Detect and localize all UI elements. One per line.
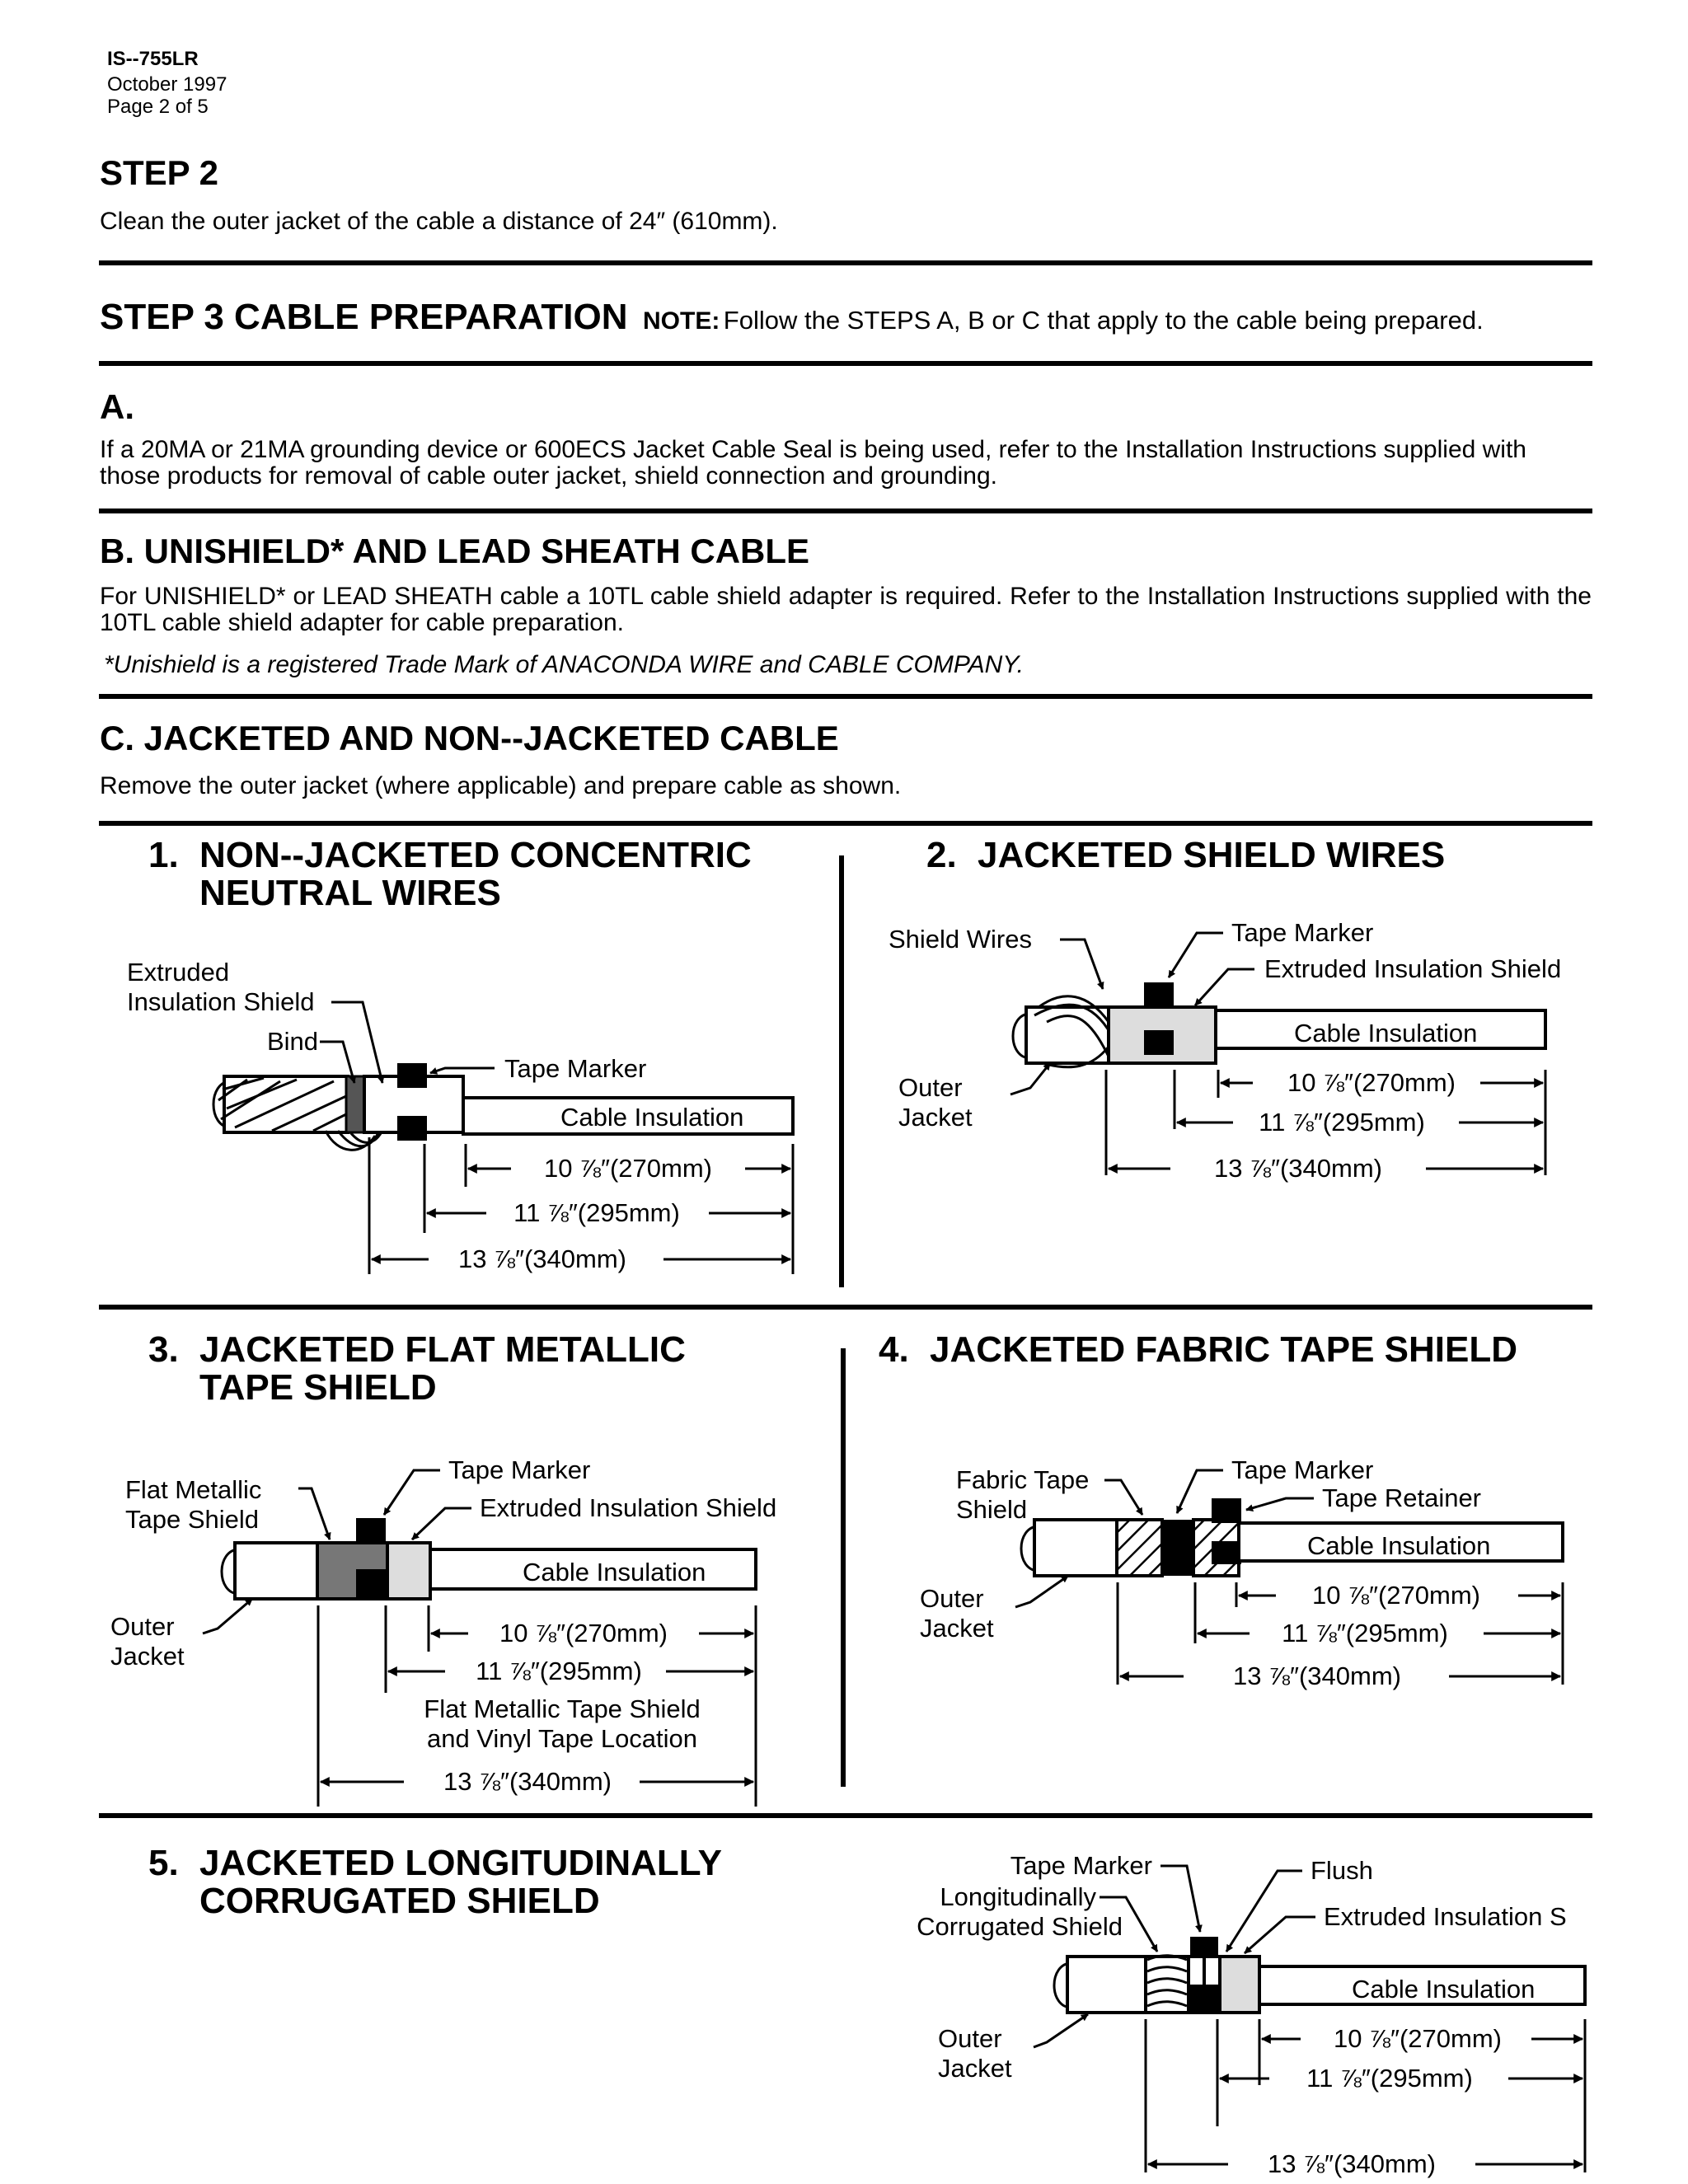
step3-note-text: Follow the STEPS A, B or C that apply to the cable being prepared. xyxy=(723,306,1484,335)
fig2-dim-3: 13 ⅞″(340mm) xyxy=(1214,1154,1382,1183)
fig3-label-outer-1: Outer xyxy=(110,1612,175,1641)
fig1-label-tape-marker: Tape Marker xyxy=(504,1054,647,1083)
fig4-dim-2: 11 ⅞″(295mm) xyxy=(1282,1619,1448,1647)
fig2-title: 2. JACKETED SHIELD WIRES xyxy=(926,835,1446,875)
fig3-label-location-1: Flat Metallic Tape Shield xyxy=(424,1694,701,1723)
fig2-label-extruded: Extruded Insulation Shield xyxy=(1264,954,1562,983)
fig4-dim-3: 13 ⅞″(340mm) xyxy=(1233,1661,1401,1690)
fig2-label-outer-2: Jacket xyxy=(898,1103,973,1132)
sectionB-footnote: *Unishield is a registered Trade Mark of ANACONDA WIRE and CABLE COMPANY. xyxy=(104,651,1024,678)
fig3-label-outer-2: Jacket xyxy=(110,1642,185,1671)
fig3-label-extruded: Extruded Insulation Shield xyxy=(480,1493,777,1522)
fig3-dim-2: 11 ⅞″(295mm) xyxy=(476,1657,642,1685)
fig1-dim-2: 11 ⅞″(295mm) xyxy=(513,1198,680,1227)
fig4-label-fabric-1: Fabric Tape xyxy=(956,1465,1090,1494)
fig3-label-cable-insulation: Cable Insulation xyxy=(523,1558,706,1586)
fig5-label-flush: Flush xyxy=(1311,1856,1373,1885)
fig4-title: 4. JACKETED FABRIC TAPE SHIELD xyxy=(879,1329,1518,1370)
fig3-label-flat-1: Flat Metallic xyxy=(125,1475,262,1504)
fig5-label-tape-marker: Tape Marker xyxy=(1010,1851,1152,1880)
fig5-dim-1: 10 ⅞″(270mm) xyxy=(1334,2024,1502,2053)
sectionB-title: B. UNISHIELD* AND LEAD SHEATH CABLE xyxy=(100,532,810,570)
step2-title: STEP 2 xyxy=(100,153,218,192)
fig3-label-flat-2: Tape Shield xyxy=(125,1505,260,1534)
fig4-label-outer-1: Outer xyxy=(920,1584,984,1613)
fig2-label-tape-marker: Tape Marker xyxy=(1231,918,1374,947)
fig1-label-extruded-2: Insulation Shield xyxy=(127,987,315,1016)
fig5-title: 5. JACKETED LONGITUDINALLY CORRUGATED SHIELD xyxy=(148,1843,722,1921)
fig3-title: 3. JACKETED FLAT METALLIC TAPE SHIELD xyxy=(148,1329,686,1408)
fig3-label-location-2: and Vinyl Tape Location xyxy=(426,1724,698,1753)
step2-text: Clean the outer jacket of the cable a distance of 24″ (610mm). xyxy=(100,208,778,235)
fig3-diagram xyxy=(110,1455,776,1807)
fig5-label-long-1: Longitudinally xyxy=(940,1882,1096,1911)
fig1-dim-3: 13 ⅞″(340mm) xyxy=(458,1244,626,1273)
sectionA-text: If a 20MA or 21MA grounding device or 600ECS Jacket Cable Seal is being used, refer to the Installation Instructions supplied with those products for removal of cable outer jacket, shield connection and grounding. xyxy=(100,436,1526,490)
fig5-label-cable-insulation: Cable Insulation xyxy=(1352,1975,1536,2004)
sectionC-text: Remove the outer jacket (where applicable) and prepare cable as shown. xyxy=(100,772,902,799)
fig5-dim-2: 11 ⅞″(295mm) xyxy=(1306,2064,1473,2093)
step3-title: STEP 3 CABLE PREPARATION xyxy=(100,297,628,337)
fig5-label-extruded: Extruded Insulation S xyxy=(1324,1902,1567,1931)
sectionA-title: A. xyxy=(100,387,134,426)
fig4-label-fabric-2: Shield xyxy=(956,1495,1028,1524)
fig2-diagram xyxy=(889,918,1561,1183)
fig2-label-outer-1: Outer xyxy=(898,1073,963,1102)
doc-id: IS--755LR xyxy=(107,48,199,70)
doc-date: October 1997 xyxy=(107,73,227,96)
fig5-label-outer-1: Outer xyxy=(938,2024,1002,2053)
fig3-dim-1: 10 ⅞″(270mm) xyxy=(499,1619,668,1647)
page-number: Page 2 of 5 xyxy=(107,96,209,118)
step3-note-label: NOTE: xyxy=(643,307,720,335)
fig5-dim-3: 13 ⅞″(340mm) xyxy=(1268,2149,1436,2178)
fig4-dim-1: 10 ⅞″(270mm) xyxy=(1312,1581,1480,1610)
fig2-label-shield-wires: Shield Wires xyxy=(889,925,1032,954)
fig1-label-bind: Bind xyxy=(266,1027,318,1056)
fig2-dim-2: 11 ⅞″(295mm) xyxy=(1259,1108,1425,1137)
fig2-label-cable-insulation: Cable Insulation xyxy=(1294,1019,1478,1047)
sectionB-text: For UNISHIELD* or LEAD SHEATH cable a 10TL cable shield adapter is required. Refer to the Installation Instructions supplied with the 10TL cable shield adapter for cable preparation. xyxy=(100,583,1592,636)
fig5-label-long-2: Corrugated Shield xyxy=(917,1912,1123,1941)
fig1-label-extruded-1: Extruded xyxy=(127,958,230,987)
fig1-label-cable-insulation: Cable Insulation xyxy=(560,1103,744,1132)
sectionC-title: C. JACKETED AND NON--JACKETED CABLE xyxy=(100,719,839,757)
fig4-diagram xyxy=(920,1455,1563,1690)
fig4-label-tape-retainer: Tape Retainer xyxy=(1322,1483,1482,1512)
fig1-diagram xyxy=(127,958,793,1274)
fig5-label-outer-2: Jacket xyxy=(938,2054,1012,2083)
fig4-label-outer-2: Jacket xyxy=(920,1614,994,1643)
fig1-dim-1: 10 ⅞″(270mm) xyxy=(544,1154,712,1183)
fig5-diagram xyxy=(917,1851,1585,2178)
fig4-label-cable-insulation: Cable Insulation xyxy=(1307,1531,1491,1560)
fig3-label-tape-marker: Tape Marker xyxy=(448,1455,591,1484)
fig3-dim-3: 13 ⅞″(340mm) xyxy=(443,1767,612,1796)
fig1-title: 1. NON--JACKETED CONCENTRIC NEUTRAL WIRES xyxy=(148,835,752,913)
fig2-dim-1: 10 ⅞″(270mm) xyxy=(1287,1068,1456,1097)
fig4-label-tape-marker: Tape Marker xyxy=(1231,1455,1374,1484)
